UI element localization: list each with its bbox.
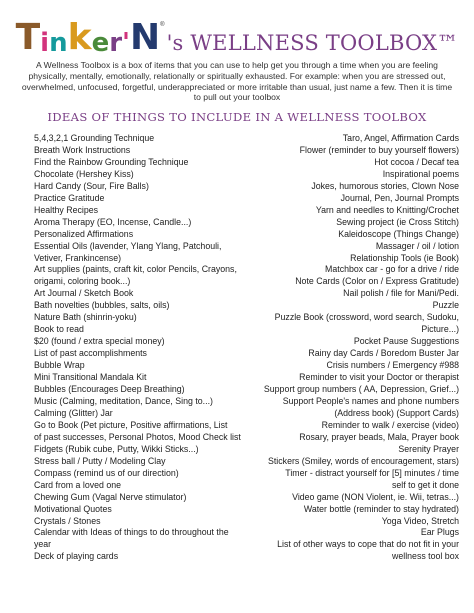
list-item: Nail polish / file for Mani/Pedi.: [343, 288, 459, 299]
list-item: 5,4,3,2,1 Grounding Technique: [34, 133, 155, 143]
brand-logo: [16, 18, 165, 58]
list-item: Fidgets (Rubik cube, Putty, Wikki Sticks...): [34, 443, 199, 454]
list-item: List of past accomplishments: [34, 348, 147, 359]
list-item: Essential Oils (lavender, Ylang Ylang, Patchouli,: [34, 240, 222, 251]
list-item: Support group numbers ( AA, Depression, Grief...): [263, 384, 459, 395]
list-item: Relationship Tools (ie Book): [350, 252, 459, 263]
list-item: Bubble Wrap: [34, 360, 85, 371]
list-item: Hot cocoa / Decaf tea: [374, 156, 459, 167]
logo-letter: r: [109, 28, 123, 58]
logo-letter: i: [40, 28, 50, 58]
list-item: wellness tool box: [392, 551, 459, 562]
list-item: Taro, Angel, Affirmation Cards: [342, 133, 459, 143]
list-item: Journal, Pen, Journal Prompts: [340, 192, 459, 203]
list-item: Art Journal / Sketch Book: [34, 288, 134, 299]
list-item: Picture...): [421, 324, 459, 335]
list-item: Bath novelties (bubbles, salts, oils): [34, 300, 170, 311]
list-item: of past successes, Personal Photos, Mood Check list: [34, 431, 241, 442]
list-item: Puzzle: [432, 300, 459, 311]
list-item: Support People's names and phone numbers: [282, 395, 459, 406]
list-item: Find the Rainbow Grounding Technique: [34, 156, 189, 167]
list-item: Nature Bath (shinrin-yoku): [34, 312, 137, 323]
list-item: Practice Gratitude: [34, 192, 105, 203]
list-item: Motivational Quotes: [34, 503, 112, 514]
list-item: Timer - distract yourself for [5] minutes / time: [285, 467, 459, 478]
list-item: Calendar with Ideas of things to do throughout the: [34, 527, 229, 538]
logo-letter: ': [122, 28, 130, 58]
list-item: Sewing project (ie Cross Stitch): [336, 216, 459, 227]
list-item: List of other ways to cope that do not fit in your: [277, 539, 459, 550]
list-item: Chewing Gum (Vagal Nerve stimulator): [34, 491, 187, 502]
list-item: Flower (reminder to buy yourself flowers): [299, 144, 459, 155]
list-item: Stickers (Smiley, words of encouragement, stars): [268, 455, 459, 466]
list-item: Healthy Recipes: [34, 204, 99, 215]
list-item: Reminder to walk / exercise (video): [321, 419, 459, 430]
list-item: Breath Work Instructions: [34, 144, 131, 155]
list-item: Go to Book (Pet picture, Positive affirmations, List: [34, 419, 228, 430]
list-item: Compass (remind us of our direction): [34, 467, 179, 478]
list-item: Aroma Therapy (EO, Incense, Candle...): [34, 216, 192, 227]
list-item: Book to read: [34, 324, 84, 335]
list-item: Note Cards (Color on / Express Gratitude): [295, 276, 459, 287]
list-item: year: [34, 539, 52, 550]
list-item: Pocket Pause Suggestions: [353, 336, 459, 347]
list-item: Art supplies (paints, craft kit, color Pencils, Crayons,: [34, 264, 237, 275]
list-item: Water bottle (reminder to stay hydrated): [303, 503, 459, 514]
list-item: (Address book) (Support Cards): [334, 407, 459, 418]
logo-letter: k: [67, 17, 92, 58]
list-item: origami, coloring book...): [34, 276, 131, 287]
list-item: self to get it done: [392, 479, 459, 490]
list-item: Bubbles (Encourages Deep Breathing): [34, 384, 185, 395]
list-item: Matchbox car - go for a drive / ride: [325, 264, 459, 275]
list-item: Ear Plugs: [420, 527, 459, 538]
list-item: Card from a loved one: [34, 479, 122, 490]
section-heading: IDEAS OF THINGS TO INCLUDE IN A WELLNESS TOOLBOX: [47, 110, 427, 124]
list-item: Music (Calming, meditation, Dance, Sing to...): [34, 395, 213, 406]
list-item: Inspirational poems: [382, 168, 459, 179]
list-item: Massager / oil / lotion: [375, 240, 459, 251]
list-item: $20 (found / extra special money): [34, 336, 165, 347]
list-item: Chocolate (Hershey Kiss): [34, 168, 134, 179]
list-item: Puzzle Book (crossword, word search, Sudoku,: [274, 312, 459, 323]
page-title: 's WELLNESS TOOLBOX™: [166, 31, 459, 55]
list-item: Video game (NON Violent, ie. Wii, tetras...): [292, 491, 459, 502]
list-item: Rosary, prayer beads, Mala, Prayer book: [299, 431, 459, 442]
list-item: Personalized Affirmations: [34, 228, 134, 239]
list-item: Stress ball / Putty / Modeling Clay: [34, 455, 166, 466]
list-item: Deck of playing cards: [34, 551, 119, 562]
logo-letter: N: [130, 17, 161, 58]
header: [0, 14, 474, 58]
list-item: Hard Candy (Sour, Fire Balls): [34, 180, 149, 191]
intro-paragraph: A Wellness Toolbox is a box of items that you can use to help get you through a time when you are feeling physically, mentally, emotionally, relationally or spiritually exhausted. For example: when you are stressed out, overwhelmed, unfocused, forgetful, underappreciated or more irritable than usual, just name a few. Then it is time to pull out your toolbox: [21, 60, 453, 103]
list-item: Serenity Prayer: [398, 443, 459, 454]
list-item: Crisis numbers / Emergency #988: [326, 360, 459, 371]
logo-letter: e: [91, 28, 110, 58]
list-item: Rainy day Cards / Boredom Buster Jar: [308, 348, 459, 359]
list-item: Jokes, humorous stories, Clown Nose: [311, 180, 459, 191]
logo-letter: n: [49, 28, 68, 58]
list-item: Yarn and needles to Knitting/Crochet: [315, 204, 459, 215]
list-item: Yoga Video, Stretch: [381, 515, 459, 526]
list-item: Kaleidoscope (Things Change): [338, 228, 459, 239]
list-item: Reminder to visit your Doctor or therapist: [299, 372, 459, 383]
list-item: Crystals / Stones: [34, 515, 101, 526]
list-item: Calming (Glitter) Jar: [34, 407, 113, 418]
list-item: Mini Transitional Mandala Kit: [34, 372, 147, 383]
right-item-list: [224, 133, 459, 563]
logo-letter: T: [15, 17, 41, 58]
registered-mark: ®: [160, 22, 165, 28]
left-item-list: [34, 133, 249, 563]
list-item: Vetiver, Frankincense): [34, 252, 122, 263]
